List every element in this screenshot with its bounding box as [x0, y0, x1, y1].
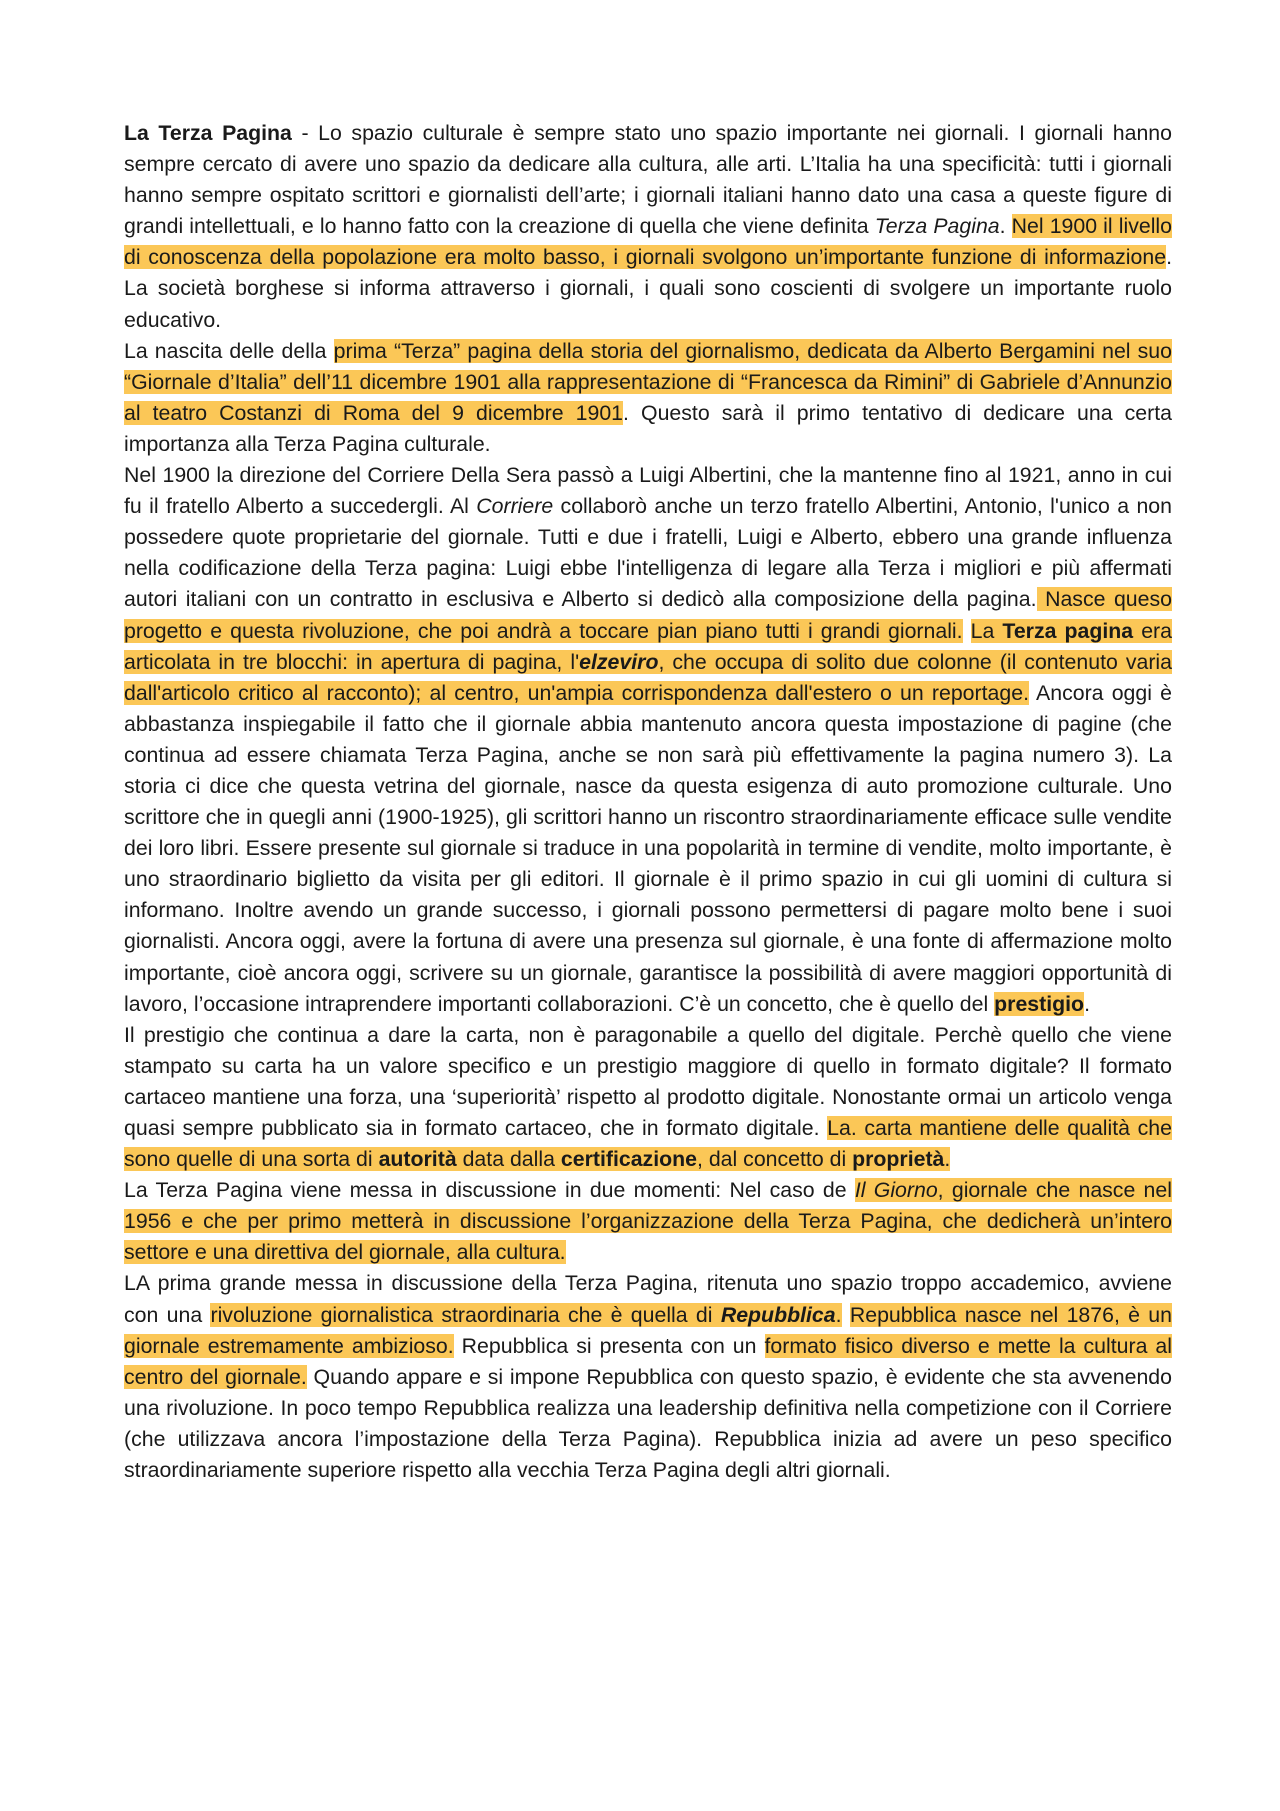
text-run	[963, 619, 971, 643]
paragraph-il-giorno	[124, 1175, 1172, 1268]
text-run: . La società borghese si informa attraverso i giornali, i quali sono coscienti di svolgere un importante ruolo educativo.	[124, 245, 1172, 332]
text-run: - Lo spazio culturale è sempre stato uno spazio importante nei giornali. I giornali hanno sempre cercato di avere uno spazio da dedicare alla cultura, alle arti. L’Italia ha una specificità: tutti i giornali hanno sempre ospitato scrittori e giornalisti dell’arte; i giornali italiani hanno dato una casa a queste figure di grandi intellettuali, e lo hanno fatto con la creazione di quella che viene definita	[124, 121, 1173, 239]
text-run: La nascita delle della	[124, 338, 334, 363]
text-run: Il prestigio che continua a dare la carta, non è paragonabile a quello del digitale. Perchè quello che viene stampato su carta ha un valore specifico e un prestigio maggiore di quello in formato digitale? Il formato cartaceo mantiene una forza, una ‘superiorità’ rispetto al prodotto digitale. Nonostante ormai un articolo venga quasi sempre pubblicato sia in formato cartaceo, che in formato digitale.	[124, 1022, 1172, 1140]
text-run: rivoluzione giornalistica straordinaria che è quella di	[210, 1302, 721, 1327]
text-run: data dalla	[456, 1147, 561, 1172]
paragraph-intro	[124, 118, 1172, 336]
text-run: .	[944, 1147, 951, 1172]
bold-text: autorità	[378, 1147, 457, 1172]
emphasis-text: Il Giorno	[854, 1178, 938, 1203]
text-run: Repubblica si presenta con un	[453, 1333, 765, 1358]
text-run: , dal concetto di	[697, 1147, 853, 1172]
paragraph-albertini	[124, 460, 1172, 1020]
text-run: era articolata in tre blocchi: in apertura di pagina, l'	[124, 618, 1172, 674]
highlighted-text	[210, 1303, 841, 1327]
document-body	[124, 118, 1172, 1486]
bold-text: certificazione	[560, 1147, 697, 1172]
highlighted-text: Nasce queso progetto e questa rivoluzione, che poi andrà a toccare pian piano tutti i grandi giornali.	[124, 587, 1172, 643]
paragraph-prestige	[124, 1020, 1172, 1175]
highlighted-text: formato fisico diverso e mette la cultura al centro del giornale.	[124, 1333, 1173, 1389]
text-run: .	[1084, 991, 1090, 1016]
text-run: Nel 1900 la direzione del Corriere Della Sera passò a Luigi Albertini, che la mantenne fino al 1921, anno in cui fu il fratello Alberto a succedergli. Al	[124, 463, 1172, 519]
highlighted-bold-text: prestigio	[994, 991, 1085, 1016]
bold-text: proprietà	[852, 1147, 945, 1172]
paragraph-first-terza	[124, 336, 1172, 460]
highlighted-text: Nel 1900 il livello di conoscenza della popolazione era molto basso, i giornali svolgono un’importante funzione di informazione	[124, 214, 1172, 270]
text-run: La Terza Pagina viene messa in discussione in due momenti: Nel caso de	[124, 1178, 855, 1203]
text-run: .	[999, 214, 1012, 239]
text-run: collaborò anche un terzo fratello Albertini, Antonio, l'unico a non possedere quote proprietarie del giornale. Tutti e due i fratelli, Luigi e Alberto, ebbero una grande influenza nella codificazione della Terza pagina: Luigi ebbe l'intelligenza di legare alla Terza i migliori e più affermati autori italiani con un contratto in esclusiva e Alberto si dedicò alla composizione della pagina.	[124, 494, 1172, 612]
bold-italic-text: elzeviro	[579, 649, 659, 674]
text-run: . Questo sarà il primo tentativo di dedicare una certa importanza alla Terza Pagina culturale.	[124, 400, 1172, 456]
bold-italic-text: Repubblica	[720, 1302, 836, 1327]
text-run: La. carta mantiene delle qualità che sono quelle di una sorta di	[124, 1116, 1172, 1172]
bold-text: Terza pagina	[1002, 618, 1134, 643]
text-run	[842, 1303, 850, 1327]
emphasis-text: Corriere	[476, 494, 554, 519]
highlighted-text: prima “Terza” pagina della storia del giornalismo, dedicata da Alberto Bergamini nel suo “Giornale d’Italia” dell’11 dicembre 1901 alla rappresentazione di “Francesca da Rimini” di Gabriele d’Annunzio al teatro Costanzi di Roma del 9 dicembre 1901	[124, 338, 1172, 425]
text-run: Ancora oggi è abbastanza inspiegabile il fatto che il giornale abbia mantenuto ancora questa impostazione di pagine (che continua ad essere chiamata Terza Pagina, anche se non sarà più effettivamente la pagina numero 3). La storia ci dice che questa vetrina del giornale, nasce da questa esigenza di auto promozione culturale. Uno scrittore che in quegli anni (1900-1925), gli scrittori hanno un riscontro straordinariamente efficace sulle vendite dei loro libri. Essere presente sul giornale si traduce in una popolarità in termine di vendite, molto importante, è uno straordinario biglietto da visita per gli editori. Il giornale è il primo spazio in cui gli uomini di cultura si informano. Inoltre avendo un grande successo, i giornali possono permettersi di pagare molto bene i suoi giornalisti. Ancora oggi, avere la fortuna di avere una presenza sul giornale, è una fonte di affermazione molto importante, cioè ancora oggi, scrivere su un giornale, garantisce la possibilità di avere maggiori opportunità di lavoro, l’occasione intraprendere importanti collaborazioni. C’è un concetto, che è quello del	[124, 680, 1172, 1016]
highlighted-text: Repubblica nasce nel 1876, è un giornale estremamente ambizioso.	[124, 1302, 1172, 1358]
document-title: La Terza Pagina	[124, 121, 292, 145]
text-run: , che occupa di solito due colonne (il contenuto varia dall'articolo critico al racconto); al centro, un'ampia corrispondenza dall'estero o un reportage.	[124, 649, 1173, 705]
paragraph-repubblica	[124, 1268, 1172, 1486]
text-run: Quando appare e si impone Repubblica con questo spazio, è evidente che sta avvenendo una rivoluzione. In poco tempo Repubblica realizza una leadership definitiva nella competizione con il Corriere (che utilizzava ancora l’impostazione della Terza Pagina). Repubblica inizia ad avere un peso specifico straordinariamente superiore rispetto alla vecchia Terza Pagina degli altri giornali.	[124, 1364, 1172, 1483]
text-run: .	[835, 1302, 842, 1327]
text-run: La	[970, 618, 1003, 643]
emphasis-text: Terza Pagina	[874, 214, 1000, 239]
text-run: LA prima grande messa in discussione della Terza Pagina, ritenuta uno spazio troppo accademico, avviene con una	[124, 1271, 1172, 1327]
text-run: , giornale che nasce nel 1956 e che per primo metterà in discussione l’organizzazione della Terza Pagina, che dedicherà un’intero settore e una direttiva del giornale, alla cultura.	[124, 1178, 1172, 1265]
